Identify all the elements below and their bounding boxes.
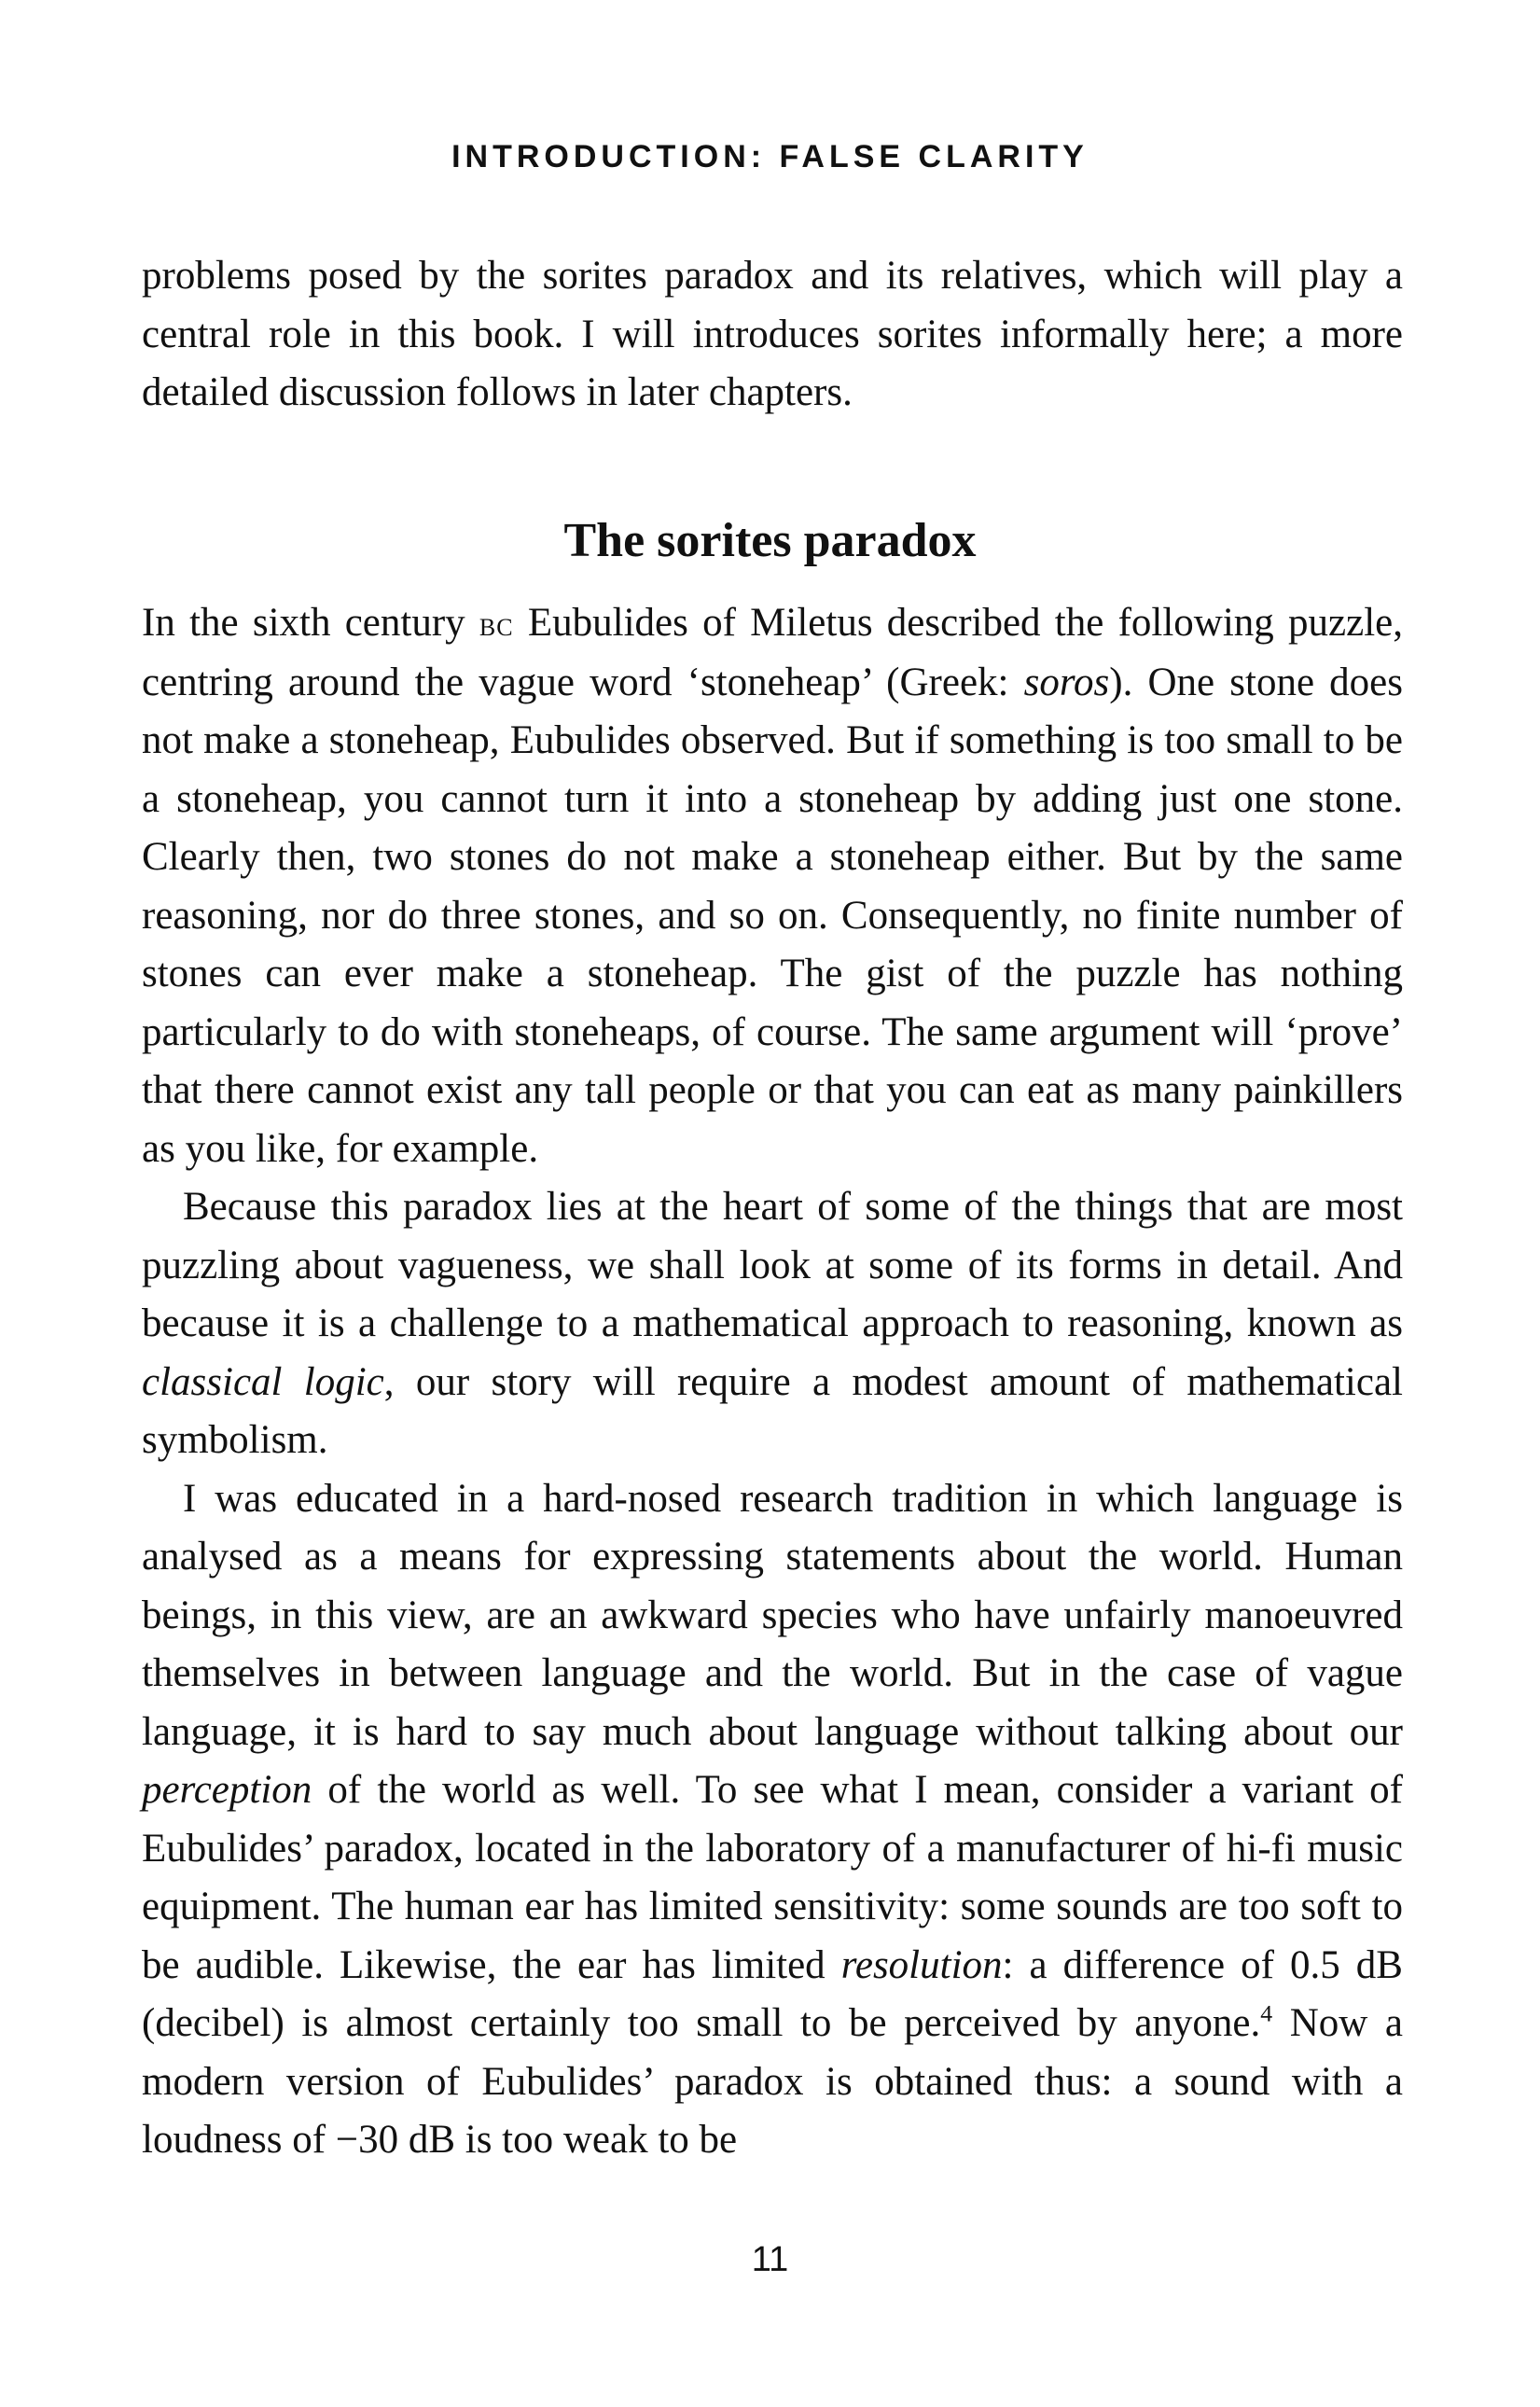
section-body — [142, 594, 1403, 2170]
paragraph-3-part-c: : a difference of 0.5 dB (decibel) is almost certainly too small to be perceived by anyone. — [142, 1942, 1403, 2045]
resolution-italic: resolution — [840, 1942, 1003, 1987]
paragraph-1-part-a: In the sixth century — [142, 601, 479, 645]
paragraph-1 — [142, 594, 1403, 1178]
page-number: 11 — [751, 2240, 789, 2279]
section-heading: The sorites paradox — [563, 514, 977, 567]
bc-small-caps: bc — [479, 605, 514, 643]
paragraph-3-part-a: I was educated in a hard-nosed research tradition in which language is analysed as a means for expressing statements about the world. Human beings, in this view, are an awkward species who have unfairly manoeuvred themselves in between language and the world. But in the case of vague language, it is hard to say much about language without talking about our — [142, 1476, 1403, 1754]
classical-logic-italic: classical logic — [142, 1359, 384, 1404]
paragraph-2-part-a: Because this paradox lies at the heart of some of the things that are most puzzling about vagueness, we shall look at some of its forms in detail. And because it is a challenge to a mathematical approach to reasoning, known as — [142, 1185, 1403, 1345]
paragraph-1-part-b: Eubulides of Miletus described the following puzzle, centring around the vague word ‘stoneheap’ (Greek: — [142, 601, 1403, 704]
paragraph-2 — [142, 1178, 1403, 1470]
intro-paragraph: problems posed by the sorites paradox and its relatives, which will play a central role in this book. I will introduces sorites informally here; a more detailed discussion follows in later chapters. — [142, 254, 1403, 414]
paragraph-2-part-b: , our story will require a modest amount of mathematical symbolism. — [142, 1359, 1403, 1462]
soros-italic: soros — [1023, 660, 1110, 704]
perception-italic: perception — [142, 1768, 312, 1812]
footnote-marker[interactable]: 4 — [1260, 1999, 1273, 2027]
paragraph-1-part-c: ). One stone does not make a stoneheap, Eubulides observed. But if something is too small to be a stoneheap, you cannot turn it into a stoneheap by adding just one stone. Clearly then, two stones do not make a stoneheap either. But by the same reasoning, nor do three stones, and so on. Consequently, no finite number of stones can ever make a stoneheap. The gist of the puzzle has nothing particularly to do with stoneheaps, of course. The same argument will ‘prove’ that there cannot exist any tall people or that you can eat as many painkillers as you like, for example. — [142, 660, 1404, 1171]
running-head: INTRODUCTION: FALSE CLARITY — [451, 139, 1089, 174]
paragraph-3 — [142, 1470, 1403, 2170]
paragraph-3-part-d: Now a modern version of Eubulides’ paradox is obtained thus: a sound with a loudness of −30 dB is too weak to be — [142, 2001, 1403, 2162]
intro-paragraph-block — [142, 247, 1403, 423]
paragraph-3-part-b: of the world as well. To see what I mean, consider a variant of Eubulides’ paradox, located in the laboratory of a manufacturer of hi-fi music equipment. The human ear has limited sensitivity: some sounds are too soft to be audible. Likewise, the ear has limited — [142, 1768, 1403, 1987]
